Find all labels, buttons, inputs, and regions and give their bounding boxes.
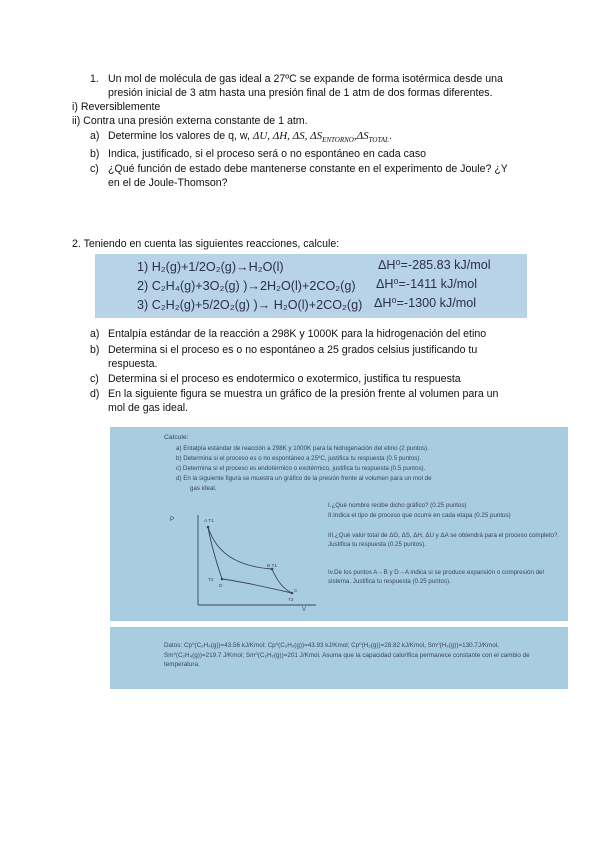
q2-d-line-1: En la siguiente figura se muestra un gráfico de la presión frente al volumen para un [108, 388, 499, 400]
pv-label-d: D [219, 584, 223, 589]
pv-label-b: B T1 [267, 564, 278, 569]
q2-c-text: Determina si el proceso es endotermico o exotermico, justifica tu respuesta [108, 373, 461, 385]
reaction-2-enthalpy: ΔH⁰=-1411 kJ/mol [376, 277, 478, 291]
pv-label-t2-left: T2 [208, 578, 214, 583]
reaction-3-enthalpy: ΔH⁰=-1300 kJ/mol [374, 296, 477, 310]
q1-line-2: presión inicial de 3 atm hasta una presión final de 1 atm de dos formas diferentes. [108, 87, 493, 99]
q2-d-label: d) [90, 388, 100, 400]
reaction-1-enthalpy: ΔH⁰=-285.83 kJ/mol [378, 258, 491, 272]
exam-item-a: a) Entalpía estándar de reacción a 298K y 1000K para la hidrogenación del etino (2 puntos). [176, 445, 429, 452]
pv-label-c: C [294, 589, 298, 594]
pv-label-t2-bottom: T2 [288, 598, 294, 603]
pv-point-c [291, 592, 294, 595]
exam-question-2: II.Indica el tipo de proceso que ocurre en cada etapa (0.25 puntos) [328, 512, 511, 519]
exam-item-b: b) Determina si el proceso es o no espontáneo a 25ºC, justifica tu respuesta (0.5 puntos). [176, 455, 422, 462]
q2-d-line-2: mol de gas ideal. [108, 402, 189, 414]
q1-a-text: Determine los valores de q, w, [108, 130, 250, 142]
exam-question-3: III.¿Qué valor total de ΔG, ΔS, ΔH, ΔU y ΔA se obtendrá para el proceso completo?. Justifica tu respuesta (0.25 puntos). [328, 532, 560, 548]
exam-photo [110, 427, 568, 621]
q1-item-a [108, 130, 392, 147]
q2-b-line-1: Determina si el proceso es o no espontáneo a 25 grados celsius justificando tu [108, 344, 478, 356]
q1-a-end: . [388, 130, 392, 142]
q1-b-text: Indica, justificado, si el proceso será o no espontáneo en cada caso [108, 148, 427, 160]
q1-b-label: b) [90, 148, 100, 160]
pv-diagram [166, 507, 324, 611]
datos-photo [110, 627, 568, 689]
q2-heading: 2. Teniendo en cuenta las siguientes reacciones, calcule: [72, 238, 340, 250]
exam-item-c: c) Determina si el proceso es endotérmico o exotérmico, justifica tu respuesta (0.5 puntos). [176, 465, 426, 472]
reaction-3-equation: 3) C₂H₂(g)+5/2O₂(g) )→ H₂O(l)+2CO₂(g) [137, 298, 363, 312]
datos-text: Datos: Cp⁰(C₂H₄(g))=43.56 kJ/Kmol; Cp⁰(C₂H₂(g))=43.93 kJ/Kmol; Cp⁰(H₂(g))=28.82 kJ/Kmol, Sm⁰(H₂(g))=130.7J/Kmol, Sm⁰(C₂H₄(g))=219.7 J/Kmol; Sm⁰(C₂H₂(g))=201 J/Kmol. Asuma que la capacidad calorífica permanece constante con el cambio de temperatura. [164, 642, 530, 668]
q1-a-sub-total: TOTAL [368, 136, 389, 145]
pv-curve-cd [222, 579, 292, 593]
q1-a-math: ΔU, ΔH, ΔS, ΔS [252, 130, 323, 142]
q1-c-line-2: en el de Joule-Thomson? [108, 177, 228, 189]
pv-axis-v-label: V [302, 607, 307, 611]
exam-calcule: Calcule: [164, 434, 189, 441]
pv-point-d [221, 578, 224, 581]
q2-b-line-2: respuesta. [108, 358, 158, 370]
q1-a-sub-entorno: ENTORNO [322, 136, 354, 145]
pv-curve-ab [208, 527, 272, 569]
q1-line-1: Un mol de molécula de gas ideal a 27ºC se expande de forma isotérmica desde una [108, 73, 503, 85]
exam-question-4: Iv.De los puntos A→B y D→A indica si se produce expansión o compresión del sistema. Justifica tu respuesta (0.25 puntos). [328, 569, 544, 585]
q2-a-label: a) [90, 328, 100, 340]
exam-item-d: d) En la siguiente figura se muestra un gráfico de la presión frente al volumen para un mol de [176, 475, 432, 482]
exam-question-1: I.¿Qué nombre recibe dicho gráfico? (0.25 puntos) [328, 502, 467, 509]
reactions-photo [95, 254, 527, 318]
q2-c-label: c) [90, 373, 99, 385]
q1-case-ii: ii) Contra una presión externa constante de 1 atm. [72, 115, 308, 127]
q2-a-text: Entalpía estándar de la reacción a 298K y 1000K para la hidrogenación del etino [108, 328, 487, 340]
reaction-1-equation: 1) H₂(g)+1/2O₂(g)→H₂O(l) [137, 260, 284, 274]
q1-a-label: a) [90, 130, 100, 142]
q1-case-i: i) Reversiblemente [72, 101, 161, 113]
q1-number: 1. [90, 73, 99, 85]
pv-axis-p-label: P [170, 517, 175, 523]
exam-item-d-cont: gas ideal. [190, 485, 217, 492]
q1-c-label: c) [90, 163, 99, 175]
q1-a-math2: ,ΔS [353, 130, 369, 142]
pv-curve-da [208, 527, 222, 579]
q2-b-label: b) [90, 344, 100, 356]
pv-label-a: A T1 [204, 519, 214, 524]
pv-point-a [207, 526, 210, 529]
reaction-2-equation: 2) C₂H₄(g)+3O₂(g) )→2H₂O(l)+2CO₂(g) [137, 279, 356, 293]
q1-c-line-1: ¿Qué función de estado debe mantenerse constante en el experimento de Joule? ¿Y [108, 163, 508, 175]
